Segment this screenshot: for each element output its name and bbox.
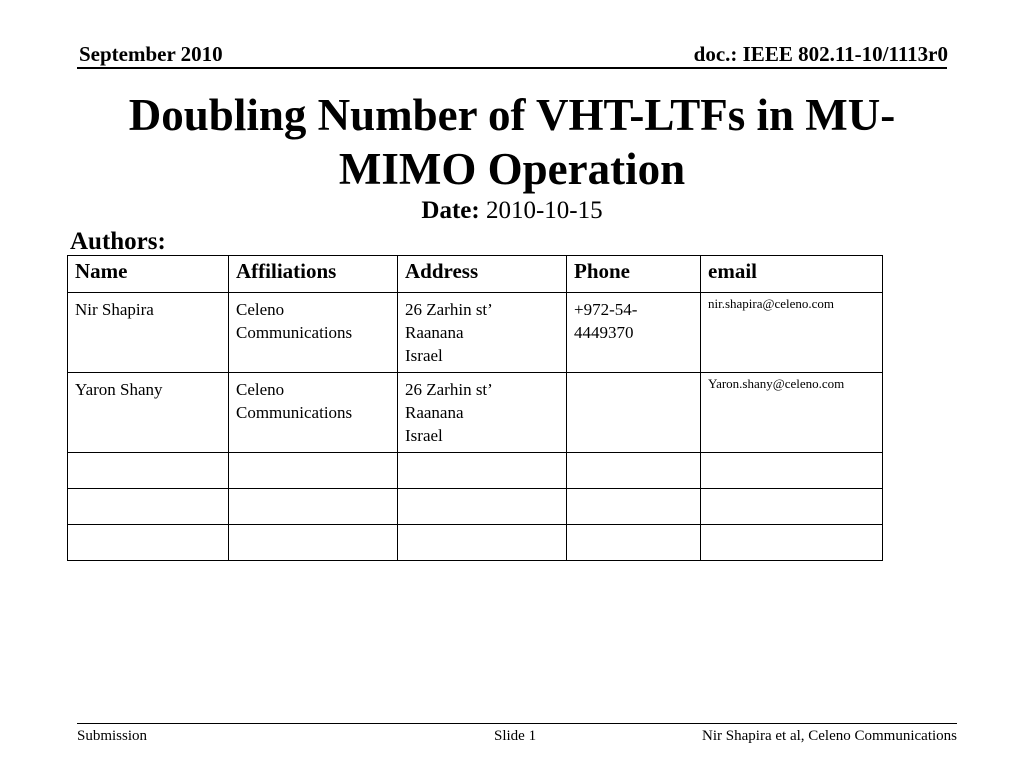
column-header-affiliations: Affiliations	[229, 256, 398, 293]
column-header-phone: Phone	[567, 256, 701, 293]
phone-line: 4449370	[574, 323, 634, 342]
address-line: 26 Zarhin st’	[405, 300, 493, 319]
author-email: Yaron.shany@celeno.com	[701, 373, 883, 453]
author-name: Yaron Shany	[68, 373, 229, 453]
authors-table	[67, 255, 883, 561]
phone-line: +972-54-	[574, 300, 638, 319]
empty-cell	[567, 489, 701, 525]
address-line: Israel	[405, 426, 443, 445]
empty-cell	[567, 453, 701, 489]
address-line: Raanana	[405, 323, 464, 342]
affiliation-line: Communications	[236, 323, 353, 342]
affiliation-line: Celeno	[236, 300, 285, 319]
empty-cell	[398, 453, 567, 489]
author-affiliation	[229, 373, 398, 453]
address-line: Israel	[405, 346, 443, 365]
header-doc-id: doc.: IEEE 802.11-10/1113r0	[693, 42, 948, 66]
empty-cell	[68, 525, 229, 561]
address-line: 26 Zarhin st’	[405, 380, 493, 399]
author-address	[398, 373, 567, 453]
empty-cell	[398, 489, 567, 525]
column-header-email: email	[701, 256, 883, 293]
empty-cell	[229, 525, 398, 561]
empty-cell	[229, 453, 398, 489]
address-line: Raanana	[405, 403, 464, 422]
author-name: Nir Shapira	[68, 293, 229, 373]
table-row-empty	[68, 489, 883, 525]
empty-cell	[567, 525, 701, 561]
table-row-empty	[68, 525, 883, 561]
column-header-address: Address	[398, 256, 567, 293]
date-label: Date:	[421, 197, 480, 224]
author-phone	[567, 293, 701, 373]
author-email: nir.shapira@celeno.com	[701, 293, 883, 373]
table-row-empty	[68, 453, 883, 489]
slide-title-line-2: MIMO Operation	[338, 144, 686, 194]
affiliation-line: Celeno	[236, 380, 285, 399]
empty-cell	[68, 453, 229, 489]
footer-divider	[77, 723, 957, 724]
slide-title-line-1: Doubling Number of VHT-LTFs in MU-	[128, 90, 896, 140]
header-divider	[77, 67, 947, 69]
author-address	[398, 293, 567, 373]
affiliation-line: Communications	[236, 403, 353, 422]
footer-submission: Submission	[77, 728, 148, 744]
footer-slide-number: Slide 1	[494, 728, 537, 744]
authors-label: Authors:	[70, 228, 166, 255]
empty-cell	[68, 489, 229, 525]
footer-authors: Nir Shapira et al, Celeno Communications	[702, 728, 957, 744]
header-date: September 2010	[79, 42, 223, 66]
column-header-name: Name	[68, 256, 229, 293]
empty-cell	[701, 453, 883, 489]
table-row	[68, 373, 883, 453]
table-header-row	[68, 256, 883, 293]
author-affiliation	[229, 293, 398, 373]
author-phone	[567, 373, 701, 453]
date-line	[0, 197, 1024, 225]
empty-cell	[229, 489, 398, 525]
empty-cell	[701, 489, 883, 525]
empty-cell	[701, 525, 883, 561]
slide-title	[60, 88, 964, 196]
date-value: 2010-10-15	[485, 197, 603, 224]
table-row	[68, 293, 883, 373]
empty-cell	[398, 525, 567, 561]
